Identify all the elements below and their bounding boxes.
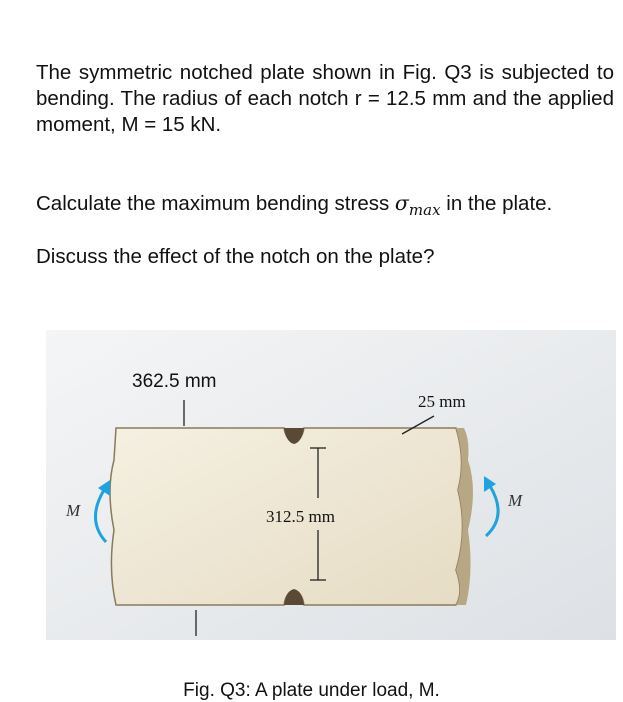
question-paragraph-3: Discuss the effect of the notch on the plate? xyxy=(36,245,435,268)
height-dimension-label: 312.5 mm xyxy=(266,507,335,526)
notch-dimension-label: 25 mm xyxy=(418,392,466,411)
question-paragraph-2 xyxy=(36,190,614,218)
sigma-symbol: σ xyxy=(394,191,409,215)
moment-right-label: M xyxy=(508,491,523,510)
calc-text-end: in the plate. xyxy=(440,192,553,215)
question-paragraph-1: The symmetric notched plate shown in Fig. Q3 is subjected to bending. The radius of each notch r = 12.5 mm and the applied moment, M = 15 kN. xyxy=(36,61,614,136)
calc-text-start: Calculate the maximum bending stress xyxy=(36,192,395,215)
moment-left-label: M xyxy=(66,501,81,520)
sigma-subscript: max xyxy=(408,201,441,219)
width-dimension-label: 362.5 mm xyxy=(132,371,217,392)
figure-caption: Fig. Q3: A plate under load, M. xyxy=(183,680,440,701)
notched-plate-figure xyxy=(46,330,616,670)
